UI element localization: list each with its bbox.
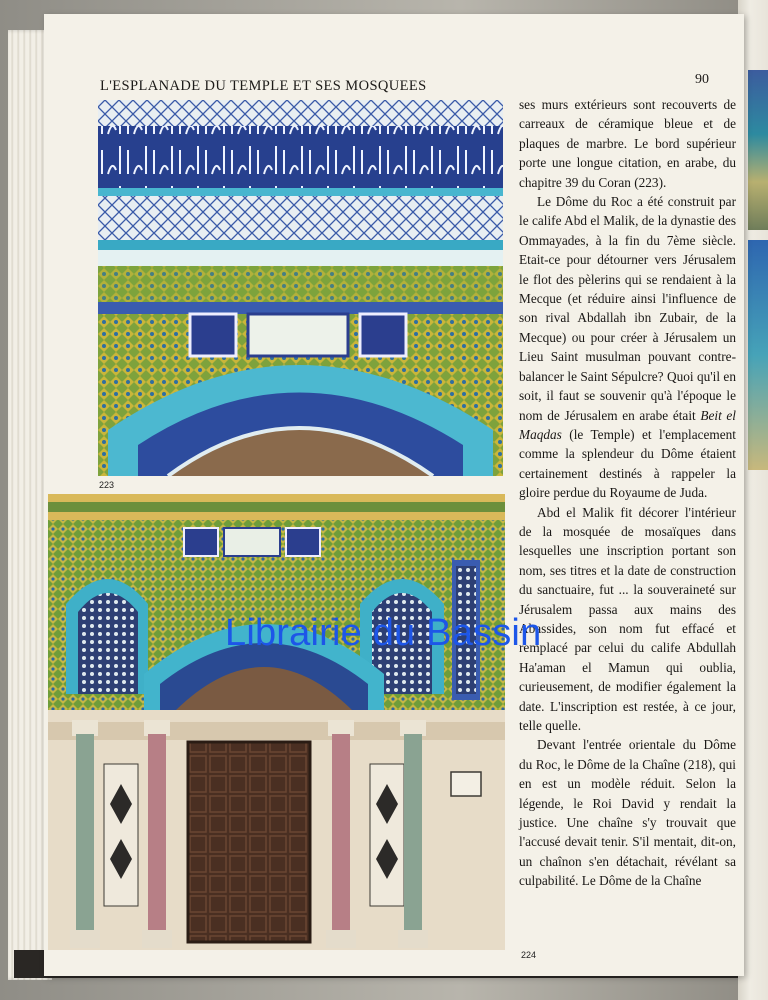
page-number: 90 — [695, 72, 709, 87]
figure-label-223: 223 — [99, 480, 115, 490]
paragraph-3: Abd el Malik fit décorer l'intérieur de la mosquée de mosaïques dans lesquelles une inscription portant son nom, ses titres et la date de construction du sanctuaire, fut ... la souveraineté sur Jérusalem passa aux mains des Abassides, son nom fut effacé et remplacé par celui du calife Abdullah Ha'aman el Mamun qui oublia, curieusement, de modifier également la date. L'inscription est restée, à ce jour, telle quelle. — [519, 504, 736, 733]
watermark: Librairie du Bassin — [225, 612, 542, 654]
photo-dome-entrance — [48, 494, 505, 950]
text-column — [519, 95, 736, 891]
running-title: L'ESPLANADE DU TEMPLE ET SES MOSQUEES — [100, 78, 427, 94]
paragraph-2-text-end: (le Temple) et l'emplacement comme la splendeur du Dôme étaient certainement destinés à rappeler la gloire perdue du Royaume de Juda. — [519, 426, 736, 501]
paragraph-2-text-start: Le Dôme du Roc a été construit par le calife Abd el Malik, de la dynastie des Ommayades, à la fin du 7ème siècle. Etait-ce pour détourner vers Jérusalem le flot des pèlerins qui se rendaient à la Mecque (et réduire ainsi l'influence de son rival Abdallah ibn Zubair, de la Mecque) ou pour créer à Jérusalem un Lieu Saint musulman pouvant contre-balancer le Saint Sépulcre? Quoi qu'il en soit, il faut se souvenir qu'à l'époque le nom de Jérusalem en arabe était — [519, 194, 736, 423]
photo-tiled-facade-detail — [98, 100, 503, 476]
tiled-facade-illustration — [98, 100, 503, 476]
figure-label-224: 224 — [521, 950, 537, 960]
facing-page-photo-top — [748, 70, 768, 230]
paragraph-4: Devant l'entrée orientale du Dôme du Roc, le Dôme de la Chaîne (218), qui en est un modèle réduit. Selon la légende, le Roi David y rendait la justice. Une chaîne s'y trouvait que l'accusé devait tenir. S'il mentait, dit-on, un chaînon s'en détachait, révélant sa culpabilité. Le Dôme de la Chaîne — [519, 737, 736, 889]
facing-page-photo-middle — [748, 240, 768, 470]
dome-entrance-illustration — [48, 494, 505, 950]
paragraph-1: ses murs extérieurs sont recouverts de carreaux de céramique bleue et de plaques de marbre. Le bord supérieur porte une longue citation, en arabe, du chapitre 39 du Coran (223). — [519, 97, 736, 190]
paragraph-2 — [519, 192, 736, 503]
paragraph-2-italic: Beit el Maqdas — [519, 407, 736, 442]
